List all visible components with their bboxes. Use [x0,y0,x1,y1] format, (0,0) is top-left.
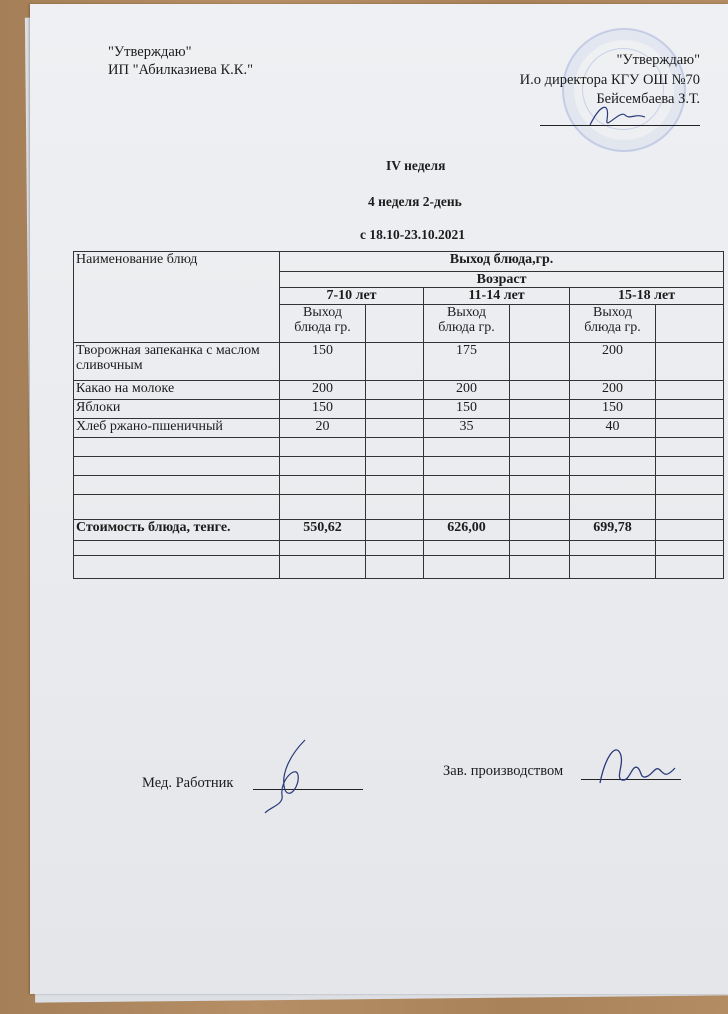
table-row [74,419,724,438]
table-row-empty [74,438,724,457]
empty-cell [656,400,724,419]
empty-cell [510,343,570,381]
empty-cell [656,419,724,438]
portion-15-18: 200 [570,381,656,400]
empty-cell [366,400,424,419]
empty-cell [366,419,424,438]
header-age-group-1: 7-10 лет [280,288,424,305]
menu-table [73,251,724,579]
portion-7-10: 200 [280,381,366,400]
portion-15-18: 150 [570,400,656,419]
portion-11-14: 200 [424,381,510,400]
header-age-group-2: 11-14 лет [424,288,570,305]
cost-11-14: 626,00 [424,520,510,541]
empty-cell [656,381,724,400]
empty-cell [656,343,724,381]
approval-right-line1: "Утверждаю" [616,52,700,68]
dish-name: Хлеб ржано-пшеничный [74,419,280,438]
portion-7-10: 150 [280,343,366,381]
empty-cell [366,520,424,541]
empty-cell [366,343,424,381]
medical-signature-icon [260,735,330,815]
cost-row [74,520,724,541]
date-range: с 18.10-23.10.2021 [360,227,465,242]
portion-15-18: 200 [570,343,656,381]
header-dish-name: Наименование блюд [74,252,280,343]
table-row-empty [74,495,724,520]
approval-right-line2: И.о директора КГУ ОШ №70 [519,72,700,88]
empty-cell [510,520,570,541]
table-row [74,343,724,381]
cost-15-18: 699,78 [570,520,656,541]
empty-cell [366,381,424,400]
approval-left-line1: "Утверждаю" [108,44,192,60]
portion-15-18: 40 [570,419,656,438]
empty-cell [510,400,570,419]
cost-label: Стоимость блюда, тенге. [74,520,280,541]
empty-cell [656,520,724,541]
portion-11-14: 175 [424,343,510,381]
table-row-empty [74,556,724,579]
week-title: IV неделя [386,158,446,173]
portion-7-10: 150 [280,400,366,419]
table-row-empty [74,476,724,495]
dish-name: Какао на молоке [74,381,280,400]
table-row [74,381,724,400]
approval-right-line3: Бейсембаева З.Т. [596,91,700,107]
production-signature-icon [590,738,680,793]
director-signature-icon [585,95,655,135]
subheader-output-2: Выход блюда гр. [424,305,510,343]
subheader-output-3: Выход блюда гр. [570,305,656,343]
empty-cell [510,419,570,438]
subheader-output-1: Выход блюда гр. [280,305,366,343]
table-row-empty [74,541,724,556]
production-head-label: Зав. производством [443,763,564,779]
header-age: Возраст [280,272,724,288]
header-age-group-3: 15-18 лет [570,288,724,305]
subheader-empty-1 [366,305,424,343]
table-row [74,400,724,419]
approval-left-line2: ИП "Абилказиева К.К." [108,62,254,78]
table-row-empty [74,457,724,476]
subheader-empty-2 [510,305,570,343]
cost-7-10: 550,62 [280,520,366,541]
medical-worker-label: Мед. Работник [142,775,234,791]
portion-11-14: 150 [424,400,510,419]
subheader-empty-3 [656,305,724,343]
portion-11-14: 35 [424,419,510,438]
portion-7-10: 20 [280,419,366,438]
empty-cell [510,381,570,400]
header-output: Выход блюда,гр. [280,252,724,272]
dish-name: Яблоки [74,400,280,419]
day-title: 4 неделя 2-день [368,194,462,209]
dish-name: Творожная запеканка с маслом сливочным [74,343,280,381]
